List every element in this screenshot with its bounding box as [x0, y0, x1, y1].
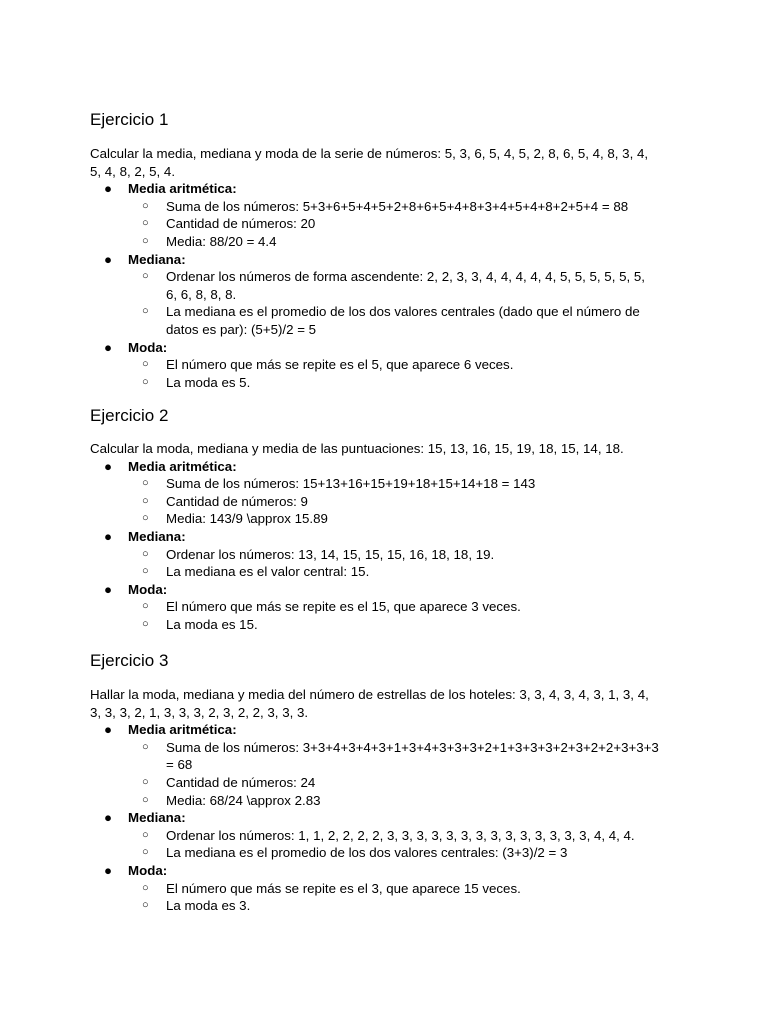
list-item	[128, 563, 680, 581]
sub-list	[128, 739, 680, 809]
list-item	[128, 827, 680, 845]
item-text: 6, 6, 8, 8, 8.	[166, 286, 237, 302]
bullet-icon: ●	[104, 251, 113, 267]
list-item	[128, 215, 680, 233]
sub-list	[128, 546, 680, 581]
statement-line: Calcular la moda, mediana y media de las puntuaciones: 15, 13, 16, 15, 19, 18, 15, 14, 18.	[90, 441, 624, 456]
exercise-statement	[90, 440, 680, 458]
section-label: Moda:	[128, 862, 168, 878]
hollow-bullet-icon: ○	[142, 740, 149, 753]
hollow-bullet-icon: ○	[142, 775, 149, 788]
list-item	[128, 303, 680, 338]
list-item	[128, 792, 680, 810]
section-mediana	[90, 251, 680, 339]
list-item	[128, 844, 680, 862]
section-label: Media aritmética:	[128, 722, 237, 738]
item-text: Ordenar los números: 13, 14, 15, 15, 15, 16, 18, 18, 19.	[166, 546, 495, 562]
list-item	[128, 897, 680, 915]
exercise-title: Ejercicio 2	[90, 406, 169, 425]
item-text: El número que más se repite es el 5, que aparece 6 veces.	[166, 357, 514, 373]
hollow-bullet-icon: ○	[142, 358, 149, 371]
bullet-icon: ●	[104, 458, 113, 474]
item-text: Suma de los números: 5+3+6+5+4+5+2+8+6+5+4+8+3+4+5+4+8+2+5+4 = 88	[166, 198, 629, 214]
hollow-bullet-icon: ○	[142, 600, 149, 613]
hollow-bullet-icon: ○	[142, 234, 149, 247]
list-item	[128, 598, 680, 616]
list-item	[128, 356, 680, 374]
bullet-icon: ●	[104, 339, 113, 355]
statement-line: 5, 4, 8, 2, 5, 4.	[90, 163, 176, 179]
exercise-title: Ejercicio 1	[90, 110, 169, 129]
hollow-bullet-icon: ○	[142, 828, 149, 841]
item-text: Media: 143/9 \approx 15.89	[166, 511, 328, 527]
item-text: = 68	[166, 757, 193, 773]
hollow-bullet-icon: ○	[142, 494, 149, 507]
solution-list	[90, 458, 680, 634]
section-mediana	[90, 809, 680, 862]
item-text: Suma de los números: 3+3+4+3+4+3+1+3+4+3+3+3+2+1+3+3+3+2+3+2+2+3+3+3	[166, 739, 659, 755]
item-text: El número que más se repite es el 3, que aparece 15 veces.	[166, 880, 521, 896]
section-media	[90, 721, 680, 809]
sub-list	[128, 880, 680, 915]
hollow-bullet-icon: ○	[142, 270, 149, 283]
statement-line: Hallar la moda, mediana y media del número de estrellas de los hoteles: 3, 3, 4, 3, 4, 3, 1, 3, 4,	[90, 687, 649, 702]
item-text: La moda es 3.	[166, 898, 251, 914]
sub-list	[128, 827, 680, 862]
hollow-bullet-icon: ○	[142, 217, 149, 230]
bullet-icon: ●	[104, 581, 113, 597]
hollow-bullet-icon: ○	[142, 881, 149, 894]
list-item	[128, 880, 680, 898]
sub-list	[128, 475, 680, 528]
exercise-1	[90, 108, 680, 391]
hollow-bullet-icon: ○	[142, 512, 149, 525]
section-label: Moda:	[128, 581, 168, 597]
section-label: Media aritmética:	[128, 458, 237, 474]
statement-line: 3, 3, 3, 2, 1, 3, 3, 3, 2, 3, 2, 2, 3, 3, 3.	[90, 704, 309, 720]
bullet-icon: ●	[104, 181, 113, 197]
sub-list	[128, 198, 680, 251]
statement-line: Calcular la media, mediana y moda de la serie de números: 5, 3, 6, 5, 4, 5, 2, 8, 6, 5, 4, 8, 3, 4,	[90, 146, 649, 161]
list-item	[128, 546, 680, 564]
section-media	[90, 458, 680, 528]
hollow-bullet-icon: ○	[142, 617, 149, 630]
hollow-bullet-icon: ○	[142, 846, 149, 859]
section-moda	[90, 339, 680, 392]
hollow-bullet-icon: ○	[142, 305, 149, 318]
list-item	[128, 374, 680, 392]
section-media	[90, 180, 680, 250]
section-moda	[90, 862, 680, 915]
item-text: La mediana es el promedio de los dos valores centrales (dado que el número de	[166, 304, 640, 320]
exercise-statement	[90, 145, 680, 180]
list-item	[128, 233, 680, 251]
bullet-icon: ●	[104, 862, 113, 878]
hollow-bullet-icon: ○	[142, 375, 149, 388]
bullet-icon: ●	[104, 528, 113, 544]
item-text: Cantidad de números: 24	[166, 774, 316, 790]
sub-list	[128, 268, 680, 338]
list-item	[128, 268, 680, 303]
hollow-bullet-icon: ○	[142, 565, 149, 578]
bullet-icon: ●	[104, 722, 113, 738]
item-text: Suma de los números: 15+13+16+15+19+18+15+14+18 = 143	[166, 476, 536, 492]
section-mediana	[90, 528, 680, 581]
sub-list	[128, 356, 680, 391]
sub-list	[128, 598, 680, 633]
section-label: Mediana:	[128, 528, 186, 544]
list-item	[128, 493, 680, 511]
item-text: La moda es 15.	[166, 616, 258, 632]
list-item	[128, 616, 680, 634]
item-text: Ordenar los números: 1, 1, 2, 2, 2, 2, 3, 3, 3, 3, 3, 3, 3, 3, 3, 3, 3, 3, 3, 3, 4, 4, 4.	[166, 827, 635, 843]
item-text: El número que más se repite es el 15, que aparece 3 veces.	[166, 599, 521, 615]
item-text: Media: 88/20 = 4.4	[166, 233, 277, 249]
solution-list	[90, 721, 680, 915]
item-text: La mediana es el valor central: 15.	[166, 564, 370, 580]
solution-list	[90, 180, 680, 391]
bullet-icon: ●	[104, 810, 113, 826]
list-item	[128, 739, 680, 774]
section-label: Moda:	[128, 339, 168, 355]
exercise-title: Ejercicio 3	[90, 651, 169, 670]
list-item	[128, 198, 680, 216]
section-moda	[90, 581, 680, 634]
item-text: Media: 68/24 \approx 2.83	[166, 792, 321, 808]
section-label: Mediana:	[128, 251, 186, 267]
item-text: datos es par): (5+5)/2 = 5	[166, 321, 317, 337]
item-text: Ordenar los números de forma ascendente: 2, 2, 3, 3, 4, 4, 4, 4, 4, 5, 5, 5, 5, 5, 5,	[166, 269, 645, 285]
exercise-3	[90, 649, 680, 915]
hollow-bullet-icon: ○	[142, 477, 149, 490]
item-text: La moda es 5.	[166, 374, 251, 390]
item-text: La mediana es el promedio de los dos valores centrales: (3+3)/2 = 3	[166, 845, 568, 861]
item-text: Cantidad de números: 20	[166, 216, 316, 232]
section-label: Media aritmética:	[128, 181, 237, 197]
item-text: Cantidad de números: 9	[166, 493, 308, 509]
exercise-2	[90, 404, 680, 634]
section-label: Mediana:	[128, 810, 186, 826]
hollow-bullet-icon: ○	[142, 199, 149, 212]
list-item	[128, 774, 680, 792]
exercise-statement	[90, 686, 680, 721]
hollow-bullet-icon: ○	[142, 793, 149, 806]
hollow-bullet-icon: ○	[142, 547, 149, 560]
list-item	[128, 475, 680, 493]
list-item	[128, 510, 680, 528]
hollow-bullet-icon: ○	[142, 899, 149, 912]
